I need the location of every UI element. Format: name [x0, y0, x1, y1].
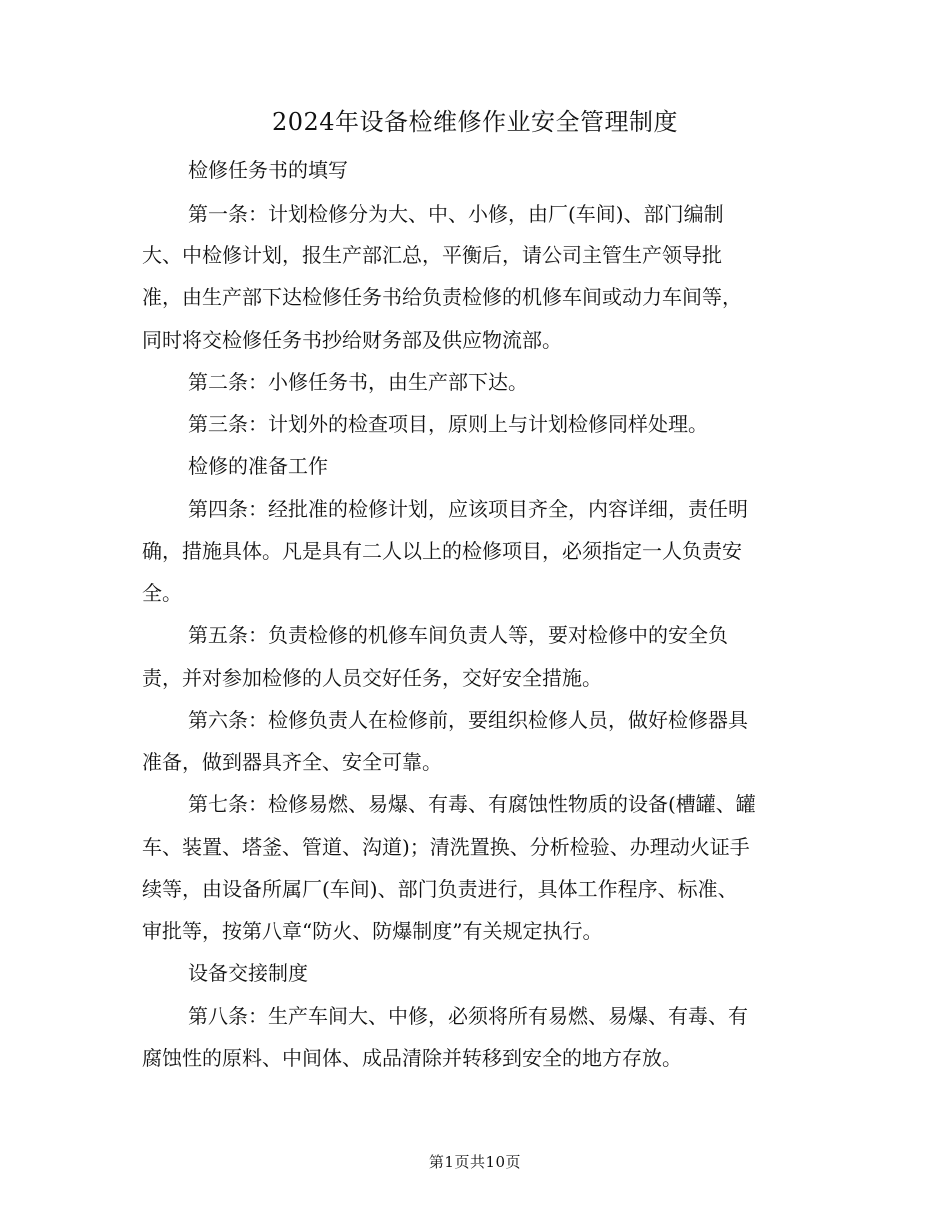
section-heading: 设备交接制度 — [188, 961, 308, 985]
page-number: 第1页共10页 — [428, 1153, 522, 1171]
paragraph-line: 大、中检修计划，报生产部汇总，平衡后，请公司主管生产领导批 — [142, 243, 722, 267]
paragraph-line: 责，并对参加检修的人员交好任务，交好安全措施。 — [142, 666, 602, 690]
paragraph-line: 车、装置、塔釜、管道、沟道)；清洗置换、分析检验、办理动火证手 — [142, 835, 750, 859]
paragraph-line: 第七条：检修易燃、易爆、有毒、有腐蚀性物质的设备(槽罐、罐 — [188, 792, 756, 816]
paragraph-line: 同时将交检修任务书抄给财务部及供应物流部。 — [142, 328, 562, 352]
paragraph-line: 第三条：计划外的检查项目，原则上与计划检修同样处理。 — [188, 412, 708, 436]
paragraph-line: 第六条：检修负责人在检修前，要组织检修人员，做好检修器具 — [188, 708, 748, 732]
document-title: 2024年设备检维修作业安全管理制度 — [271, 108, 679, 136]
paragraph-line: 第二条：小修任务书，由生产部下达。 — [188, 370, 528, 394]
paragraph-line: 全。 — [142, 581, 182, 605]
section-heading: 检修任务书的填写 — [188, 158, 348, 182]
paragraph-line: 腐蚀性的原料、中间体、成品清除并转移到安全的地方存放。 — [142, 1046, 682, 1070]
paragraph-line: 第四条：经批准的检修计划，应该项目齐全，内容详细，责任明 — [188, 497, 748, 521]
paragraph-line: 准备，做到器具齐全、安全可靠。 — [142, 750, 442, 774]
paragraph-line: 续等，由设备所属厂(车间)、部门负责进行，具体工作程序、标准、 — [142, 877, 738, 901]
section-heading: 检修的准备工作 — [188, 454, 328, 478]
paragraph-line: 准，由生产部下达检修任务书给负责检修的机修车间或动力车间等， — [142, 285, 742, 309]
paragraph-line: 第八条：生产车间大、中修，必须将所有易燃、易爆、有毒、有 — [188, 1004, 748, 1028]
paragraph-line: 审批等，按第八章“防火、防爆制度”有关规定执行。 — [142, 919, 603, 943]
paragraph-line: 第五条：负责检修的机修车间负责人等，要对检修中的安全负 — [188, 623, 728, 647]
paragraph-line: 确，措施具体。凡是具有二人以上的检修项目，必须指定一人负责安 — [142, 539, 742, 563]
paragraph-line: 第一条：计划检修分为大、中、小修，由厂(车间)、部门编制 — [188, 202, 724, 226]
